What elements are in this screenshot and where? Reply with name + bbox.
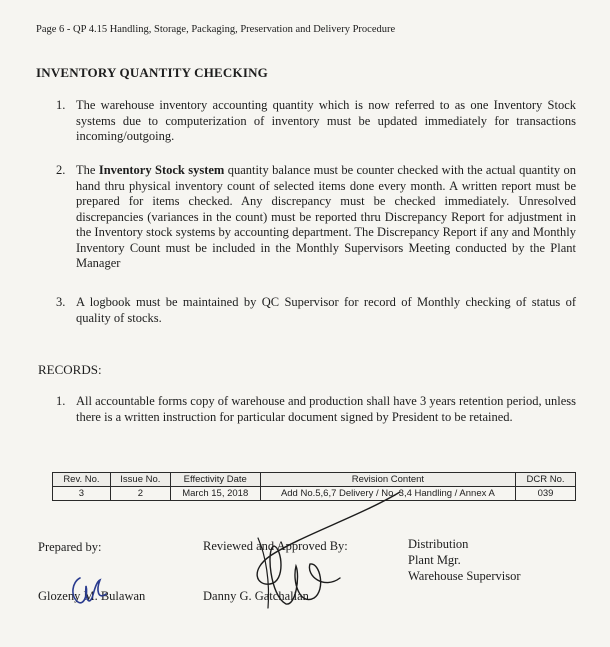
item-text-after: quantity balance must be counter checked with the actual quantity on hand thru physical inventory count of selected items done every month. A written report must be prepared for items checked. Any discrepancy must be checked immediately. Unresolved discrepancies (variances in the count) must be reported thru Discrepancy Report for adjustment in the Inventory stock systems by accounting department. The Discrepancy Report if any and Monthly Inventory Count must be included in the Monthly Supervisors Meeting conducted by the Plant Manager [76, 163, 577, 270]
cell-dcr-no: 039 [516, 487, 576, 501]
header-issue-no: Issue No. [110, 473, 170, 487]
cell-revision-content: Add No.5,6,7 Delivery / No. 3,4 Handling / Annex A [260, 487, 515, 501]
item-number: 2. [56, 163, 66, 177]
table-row [53, 487, 576, 501]
item-text: A logbook must be maintained by QC Supervisor for record of Monthly checking of status of quality of stocks. [76, 295, 576, 325]
records-label: RECORDS: [38, 362, 102, 377]
records-item-1 [56, 394, 576, 425]
cell-effectivity-date: March 15, 2018 [170, 487, 260, 501]
page-header: Page 6 - QP 4.15 Handling, Storage, Packaging, Preservation and Delivery Procedure [36, 24, 396, 35]
section-title: INVENTORY QUANTITY CHECKING [36, 65, 268, 80]
header-dcr-no: DCR No. [516, 473, 576, 487]
item-text [76, 163, 576, 272]
item-number: 3. [56, 295, 66, 309]
prepared-by-name: Glozeny M. Bulawan [38, 589, 146, 603]
item-text-before: The [76, 163, 99, 177]
revision-table [52, 472, 576, 501]
item-text-bold: Inventory Stock system [98, 163, 225, 177]
distribution-item-plant-mgr: Plant Mgr. [408, 553, 461, 567]
list-item-1 [56, 98, 576, 145]
distribution-label: Distribution [408, 537, 469, 551]
header-revision-content: Revision Content [260, 473, 515, 487]
item-text: The warehouse inventory accounting quantity which is now referred to as one Inventory Stock systems due to computerization of inventory must be updated immediately for transactions incoming/outgoing. [76, 98, 576, 143]
distribution-item-warehouse-supervisor: Warehouse Supervisor [408, 569, 521, 583]
header-rev-no: Rev. No. [53, 473, 111, 487]
table-header-row [53, 473, 576, 487]
list-item-2 [56, 163, 576, 272]
signature-gatchalian [230, 486, 430, 626]
cell-rev-no: 3 [53, 487, 111, 501]
item-number: 1. [56, 98, 66, 112]
item-text: All accountable forms copy of warehouse and production shall have 3 years retention period, unless there is a written instruction for particular document signed by President to be retained. [76, 394, 576, 424]
header-effectivity-date: Effectivity Date [170, 473, 260, 487]
item-number: 1. [56, 394, 66, 408]
reviewed-by-label: Reviewed and Approved By: [203, 539, 348, 553]
reviewed-by-name: Danny G. Gatchalian [203, 589, 309, 603]
prepared-by-label: Prepared by: [38, 540, 102, 554]
list-item-3 [56, 295, 576, 326]
cell-issue-no: 2 [110, 487, 170, 501]
